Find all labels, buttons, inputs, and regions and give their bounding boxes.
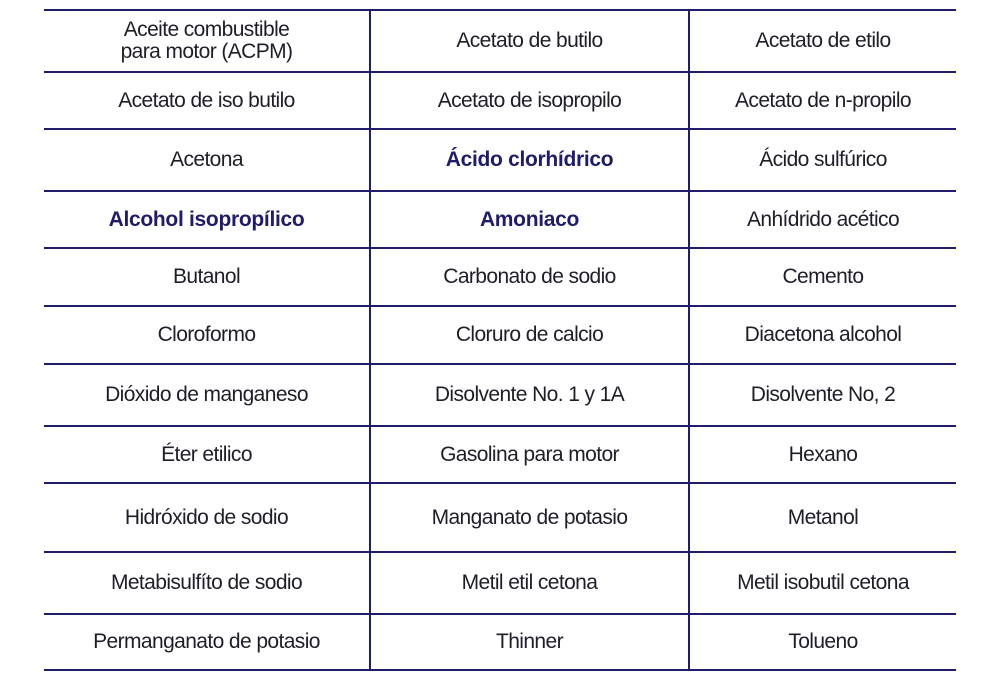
table-row [44,426,956,483]
table-cell: Permanganato de potasio [44,614,370,670]
table-cell: Thinner [370,614,689,670]
table-cell: Dióxido de manganeso [44,364,370,426]
table-cell: Metil isobutil cetona [689,552,956,614]
table-row [44,552,956,614]
table-cell: Acetato de n-propilo [689,72,956,129]
table-cell: Hexano [689,426,956,483]
table-cell: Aceite combustible para motor (ACPM) [44,10,370,72]
table-row [44,248,956,306]
table-cell-highlighted: Amoniaco [370,191,689,248]
table-cell-highlighted: Alcohol isopropílico [44,191,370,248]
table-cell: Disolvente No, 2 [689,364,956,426]
table-cell: Acetato de etilo [689,10,956,72]
table-row [44,364,956,426]
table-cell: Cemento [689,248,956,306]
chemicals-table [44,9,956,671]
table-cell: Éter etilico [44,426,370,483]
table-cell: Disolvente No. 1 y 1A [370,364,689,426]
table-cell: Diacetona alcohol [689,306,956,364]
table-cell: Metil etil cetona [370,552,689,614]
table-cell: Gasolina para motor [370,426,689,483]
table-row [44,483,956,552]
table-cell-highlighted: Ácido clorhídrico [370,129,689,191]
table-cell: Anhídrido acético [689,191,956,248]
table-cell: Butanol [44,248,370,306]
table-cell: Hidróxido de sodio [44,483,370,552]
table-cell: Ácido sulfúrico [689,129,956,191]
table-row [44,72,956,129]
table-cell: Acetato de isopropilo [370,72,689,129]
table-row [44,614,956,670]
table-row [44,191,956,248]
table-row [44,10,956,72]
table-cell: Acetato de iso butilo [44,72,370,129]
table-cell: Acetona [44,129,370,191]
table-cell: Cloruro de calcio [370,306,689,364]
table-row [44,129,956,191]
table-row [44,306,956,364]
table-cell: Tolueno [689,614,956,670]
table-cell: Cloroformo [44,306,370,364]
table-cell: Carbonato de sodio [370,248,689,306]
table-cell: Manganato de potasio [370,483,689,552]
table-cell: Metabisulfíto de sodio [44,552,370,614]
table-cell: Metanol [689,483,956,552]
table-cell: Acetato de butilo [370,10,689,72]
